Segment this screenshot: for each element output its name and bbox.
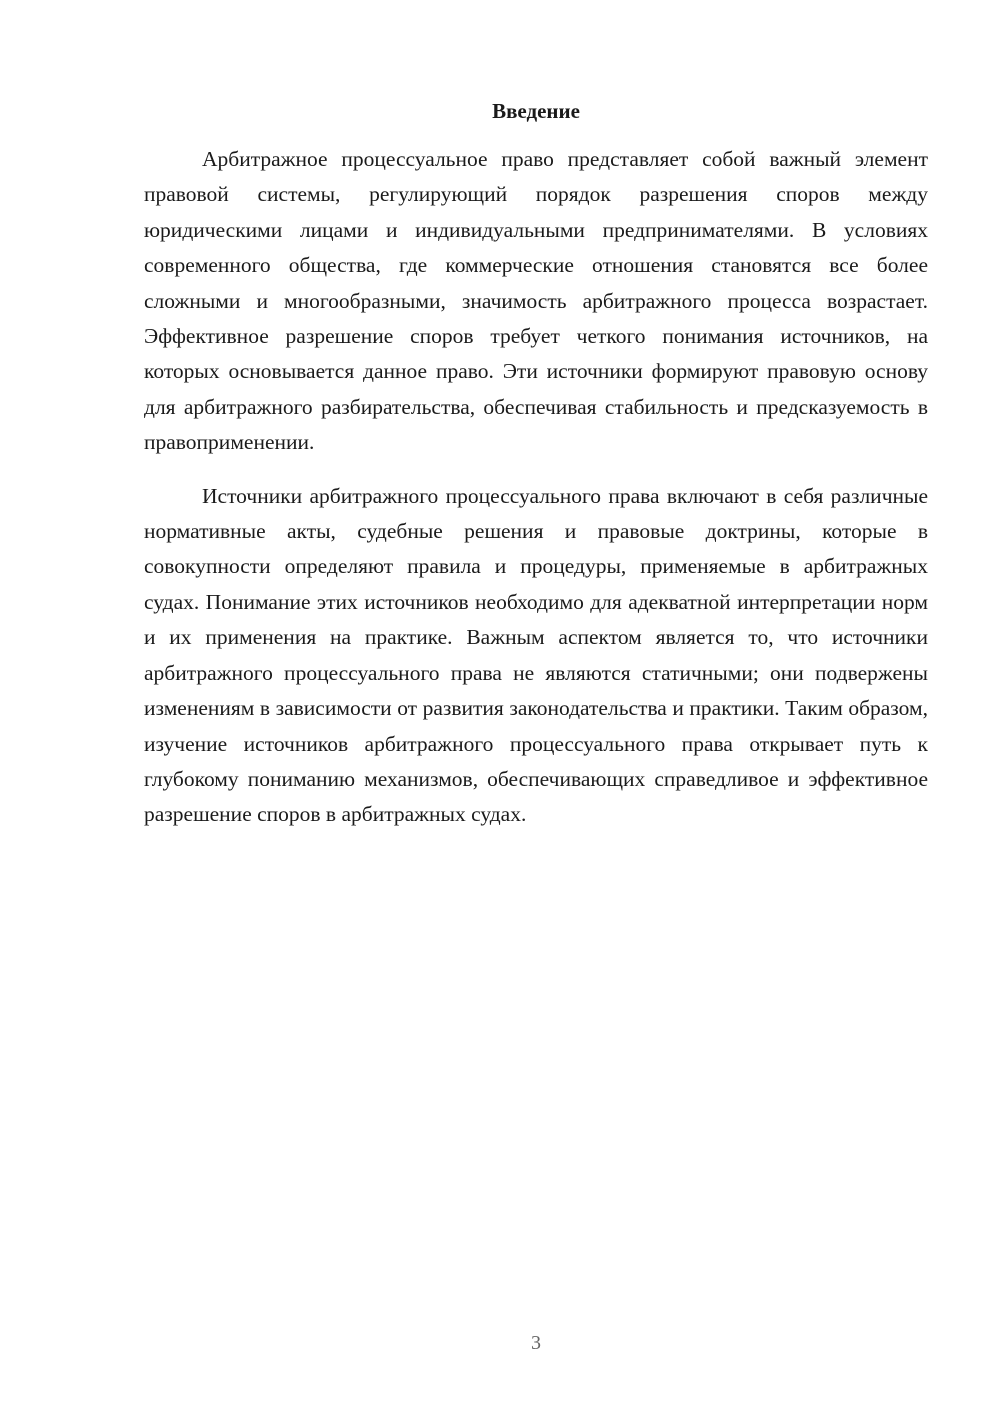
page-number: 3 — [531, 1332, 541, 1354]
paragraph-sources: Источники арбитражного процессуального права включают в себя различные нормативные акты, судебные решения и правовые доктрины, которые в совокупности определяют правила и процедуры, применяемые в арбитражных судах. Понимание этих источников необходимо для адекватной интерпретации норм и их применения на практике. Важным аспектом является то, что источники арбитражного процессуального права не являются статичными; они подвержены изменениям в зависимости от развития законодательства и практики. Таким образом, изучение источников арбитражного процессуального права открывает путь к глубокому пониманию механизмов, обеспечивающих справедливое и эффективное разрешение споров в арбитражных судах. — [144, 483, 928, 827]
page-title: Введение — [492, 99, 580, 123]
document-body — [144, 142, 928, 851]
paragraph-intro: Арбитражное процессуальное право представляет собой важный элемент правовой системы, регулирующий порядок разрешения споров между юридическими лицами и индивидуальными предпринимателями. В условиях современного общества, где коммерческие отношения становятся все более сложными и многообразными, значимость арбитражного процесса возрастает. Эффективное разрешение споров требует четкого понимания источников, на которых основывается данное право. Эти источники формируют правовую основу для арбитражного разбирательства, обеспечивая стабильность и предсказуемость в правоприменении. — [144, 147, 928, 455]
